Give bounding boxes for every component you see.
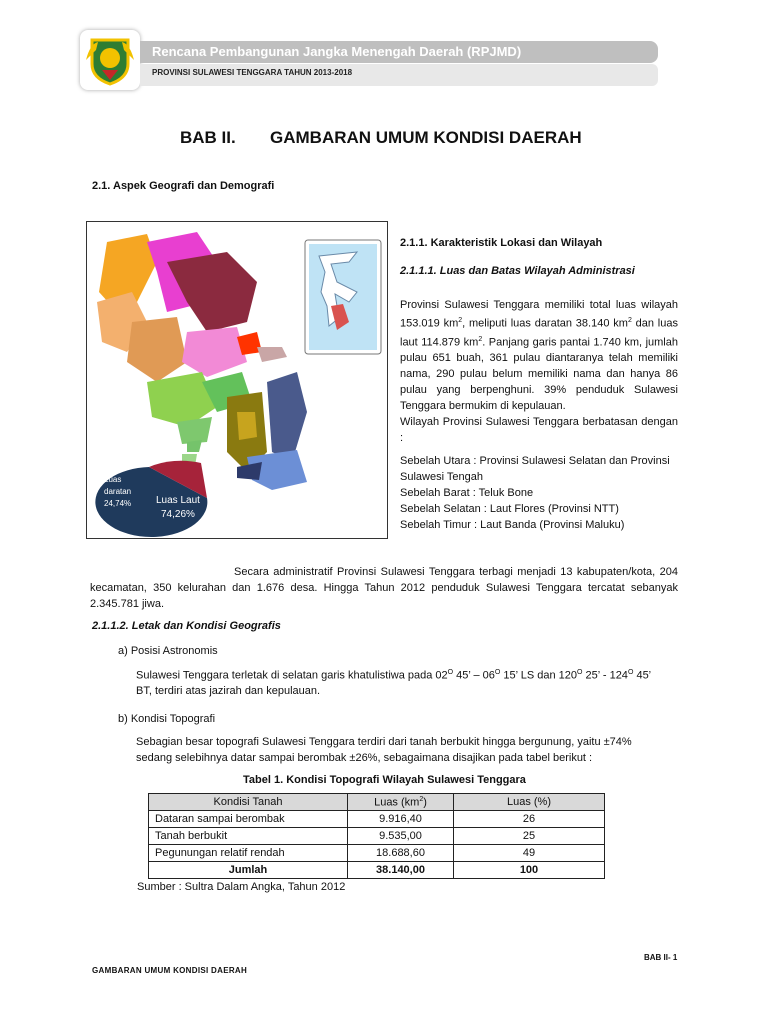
header-close: ) [423, 796, 427, 809]
astro-heading: a) Posisi Astronomis [118, 645, 218, 657]
topo-heading: b) Kondisi Topografi [118, 713, 216, 725]
astro-t4: 25’ - 124 [582, 669, 628, 682]
area-text-1: Provinsi Sulawesi Tenggara memiliki total luas wilayah 153.019 km [400, 299, 678, 330]
cell-pct: 49 [454, 845, 605, 862]
deg: O [627, 669, 634, 676]
subsubsection-heading: 2.1.1.1. Luas dan Batas Wilayah Administrasi [400, 265, 635, 277]
pie-label-land [104, 474, 146, 510]
sup: 2 [627, 317, 632, 324]
deg: O [494, 669, 501, 676]
sup: 2 [419, 795, 424, 803]
pie-land-label: Luas daratan [104, 475, 132, 496]
paragraph-area [400, 297, 678, 414]
sup: 2 [478, 335, 483, 343]
footer-title: GAMBARAN UMUM KONDISI DAERAH [92, 966, 248, 975]
cell-luas: 18.688,60 [348, 845, 454, 862]
borders-intro: Wilayah Provinsi Sulawesi Tenggara berbatasan dengan : [400, 416, 678, 444]
cell-pct: 26 [454, 811, 605, 828]
province-emblem-icon [80, 30, 140, 90]
cell-total-pct: 100 [454, 862, 605, 879]
astro-line2: BT, terdiri atas jazirah dan kepulauan. [136, 685, 321, 697]
area-text-4: . Panjang garis pantai 1.740 km, jumlah pulau 651 buah, 361 pulau diantaranya telah memiliki nama, 290 pulau belum memiliki nama dan hanya 86 pulau yang berpenghuni. 39% penduduk Sulawesi Tenggara bermukim di kepulauan. [400, 336, 678, 413]
deg: O [447, 669, 454, 676]
astro-t5: 45’ [633, 669, 652, 682]
topography-table-wrap [148, 793, 605, 879]
astro-t3: 15’ LS dan 120 [500, 669, 578, 682]
deg: O [577, 669, 583, 676]
col-header-luas-km [348, 794, 454, 811]
chapter-number: BAB II. [180, 128, 236, 147]
header-luas-km-text: Luas (km [374, 796, 420, 809]
header-title: Rencana Pembangunan Jangka Menengah Daerah (RPJMD) [152, 44, 522, 59]
table-row [149, 845, 605, 862]
borders-list [400, 453, 680, 533]
col-header-kondisi: Kondisi Tanah [149, 794, 348, 811]
astro-t1: Sulawesi Tenggara terletak di selatan garis khatulistiwa pada 02 [136, 669, 448, 682]
cell-luas: 9.916,40 [348, 811, 454, 828]
cell-pct: 25 [454, 828, 605, 845]
header-subtitle: PROVINSI SULAWESI TENGGARA TAHUN 2013-2018 [152, 68, 353, 77]
section-heading: 2.1. Aspek Geografi dan Demografi [92, 180, 275, 192]
pie-sea-label: Luas Laut [156, 495, 200, 506]
cell-luas: 9.535,00 [348, 828, 454, 845]
page-number: BAB II- 1 [644, 953, 678, 962]
cell-kondisi: Pegunungan relatif rendah [149, 845, 348, 862]
astro-text [136, 665, 682, 684]
chapter-title: GAMBARAN UMUM KONDISI DAERAH [270, 128, 582, 147]
cell-total-label: Jumlah [149, 862, 348, 879]
sup: 2 [458, 317, 463, 324]
table-header-row [149, 794, 605, 811]
logo [80, 30, 140, 90]
pie-land-pct: 24,74% [104, 499, 132, 508]
border-east: Sebelah Timur : Laut Banda (Provinsi Maluku) [400, 519, 625, 531]
table-caption: Tabel 1. Kondisi Topografi Wilayah Sulawesi Tenggara [243, 774, 526, 786]
table-total-row [149, 862, 605, 879]
border-north: Sebelah Utara : Provinsi Sulawesi Selatan dan Provinsi Sulawesi Tengah [400, 455, 670, 483]
pie-label-sea [156, 494, 200, 522]
subsection-heading: 2.1.1. Karakteristik Lokasi dan Wilayah [400, 237, 603, 249]
col-header-luas-pct: Luas (%) [454, 794, 605, 811]
topo-text: Sebagian besar topografi Sulawesi Tenggara terdiri dari tanah berbukit hingga bergunung, yaitu ±74% sedang selebihnya datar sampai berombak ±26%, sebagaimana disajikan pada tabel berikut : [136, 736, 632, 764]
border-south: Sebelah Selatan : Laut Flores (Provinsi NTT) [400, 503, 619, 515]
border-west: Sebelah Barat : Teluk Bone [400, 487, 534, 499]
geografis-heading: 2.1.1.2. Letak dan Kondisi Geografis [92, 620, 281, 632]
astro-t2: 45’ – 06 [453, 669, 495, 682]
cell-kondisi: Tanah berbukit [149, 828, 348, 845]
table-source: Sumber : Sultra Dalam Angka, Tahun 2012 [137, 881, 346, 893]
topography-table [148, 793, 605, 879]
cell-kondisi: Dataran sampai berombak [149, 811, 348, 828]
area-text-3: dan luas laut 114.879 km [400, 317, 678, 349]
table-row [149, 828, 605, 845]
area-text-2: , meliputi luas daratan 38.140 km [462, 317, 628, 330]
cell-total-luas: 38.140,00 [348, 862, 454, 879]
paragraph-admin: Secara administratif Provinsi Sulawesi Tenggara terbagi menjadi 13 kabupaten/kota, 204 kecamatan, 350 kelurahan dan 1.676 desa. Hingga Tahun 2012 penduduk Sulawesi Tenggara tercatat sebanyak 2.345.781 jiwa. [90, 566, 678, 610]
table-row [149, 811, 605, 828]
pie-sea-pct: 74,26% [161, 509, 195, 520]
